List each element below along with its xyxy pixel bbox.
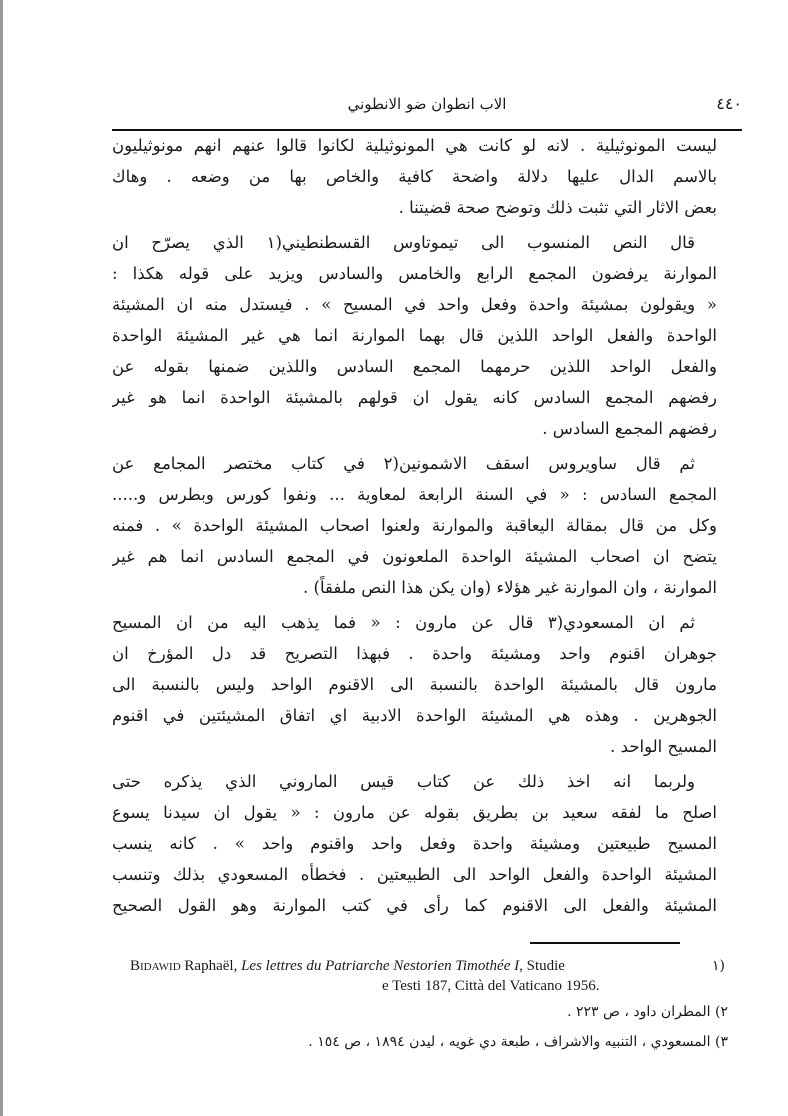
footnote-1-title: Les lettres du Patriarche Nestorien Timothée I [241,958,520,974]
paragraph [112,766,717,921]
paragraph [112,130,717,223]
paragraph [112,448,717,603]
text-line: ولربما انه اخذ ذلك عن كتاب قيس الماروني الذي يذكره حتى [112,772,695,791]
text-line: الواحدة والفعل الواحد اللذين قال بهما الموارنة انما هي غير المشيئة الواحدة [112,326,717,345]
footnote-1-rest: , Studie [519,958,565,974]
footnote-1-author: Bidawid [130,958,181,974]
text-line: رفضهم المجمع السادس . [542,419,717,438]
text-line: يتضح ان اصحاب المشيئة الواحدة الملعونون في المجمع السادس انما هم غير [112,547,717,566]
text-line: الموارنة ، وان الموارنة غير هؤلاء (وان يكن هذا النص ملفقاً) . [303,578,717,597]
text-line: المسيح طبيعتين ومشيئة واحدة وفعل واحد واقنوم واحد » . كانه ينسب [112,834,717,853]
running-title: الاب انطوان ضو الانطوني [347,95,507,113]
running-header [112,94,742,120]
text-line: جوهران اقنوم واحد ومشيئة واحدة . فبهذا التصريح قد دل المؤرخ ان [112,644,717,663]
text-line: ثم قال ساويروس اسقف الاشمونين(٢ في كتاب مختصر المجامع عن [112,454,695,473]
footnote-1-name: Raphaël, [180,958,242,974]
body-text [112,130,717,925]
text-line: ليست المونوثيلية . لانه لو كانت هي المونوثيلية لكانوا قالوا عنهم انهم مونوثيليون [112,136,717,155]
text-line: ثم ان المسعودي(٣ قال عن مارون : « فما يذهب اليه من ان المسيح [112,613,695,632]
text-line: المشيئة والفعل الى الاقنوم كما رأى في كتب الموارنة وهو القول الصحيح [112,896,717,915]
footnote-1-marker: (١ [712,958,725,974]
paragraph [112,607,717,762]
text-line: رفضهم المجمع السادس كانه يقول ان قولهم بالمشيئة الواحدة انما هو غير [112,388,717,407]
text-line: اصلح ما لفقه سعيد بن بطريق بقوله عن مارون : « يقول ان سيدنا يسوع [112,803,717,822]
text-line: الموارنة يرفضون المجمع الرابع والخامس والسادس ويزيد على قوله هكذا : [112,264,717,283]
text-line: المشيئة الواحدة والفعل الواحد الى الطبيعتين . فخطأه المسعودي بذلك وتنسب [112,865,717,884]
text-line: المجمع السادس : « في السنة الرابعة لمعاوية ... ونفوا كورس وبطرس و..... [112,485,717,504]
page-number: ٤٤٠ [716,94,742,113]
page-edge [0,0,3,1116]
text-line: قال النص المنسوب الى تيموتاوس القسطنطيني(١ الذي يصرّح ان [112,233,695,252]
paragraph [112,227,717,444]
text-line: وكل من قال بمقالة اليعاقبة والموارنة ولعنوا اصحاب المشيئة الواحدة » . فمنه [112,516,717,535]
text-line: المسيح الواحد . [610,737,717,756]
footnote-rule [530,942,680,944]
text-line: بعض الاثار التي تثبت ذلك وتوضح صحة قضيتنا . [398,198,717,217]
text-line: مارون قال بالمشيئة الواحدة بالنسبة الى الاقنوم الواحد وليس بالنسبة الى [112,675,717,694]
footnote-1-line2: e Testi 187, Città del Vaticano 1956. [382,978,600,994]
text-line: الجوهرين . وهذه هي المشيئة الواحدة الادبية اي اتفاق المشيئتين في اقنوم [112,706,717,725]
text-line: والفعل الواحد اللذين حرمهما المجمع السادس واللذين ضمنها بقوله عن [112,357,717,376]
footnote-3: ٣) المسعودي ، التنبيه والاشراف ، طبعة دي غويه ، ليدن ١٨٩٤ ، ص ١٥٤ . [308,1034,728,1050]
text-line: « ويقولون بمشيئة واحدة وفعل واحد في المسيح » . فيستدل منه ان المشيئة [112,295,717,314]
footnote-2: ٢) المطران داود ، ص ٢٢٣ . [567,1004,728,1020]
footnote-1 [130,958,565,975]
text-line: بالاسم الدال عليها دلالة واضحة كافية والخاص بها من وضعه . وهاك [112,167,717,186]
